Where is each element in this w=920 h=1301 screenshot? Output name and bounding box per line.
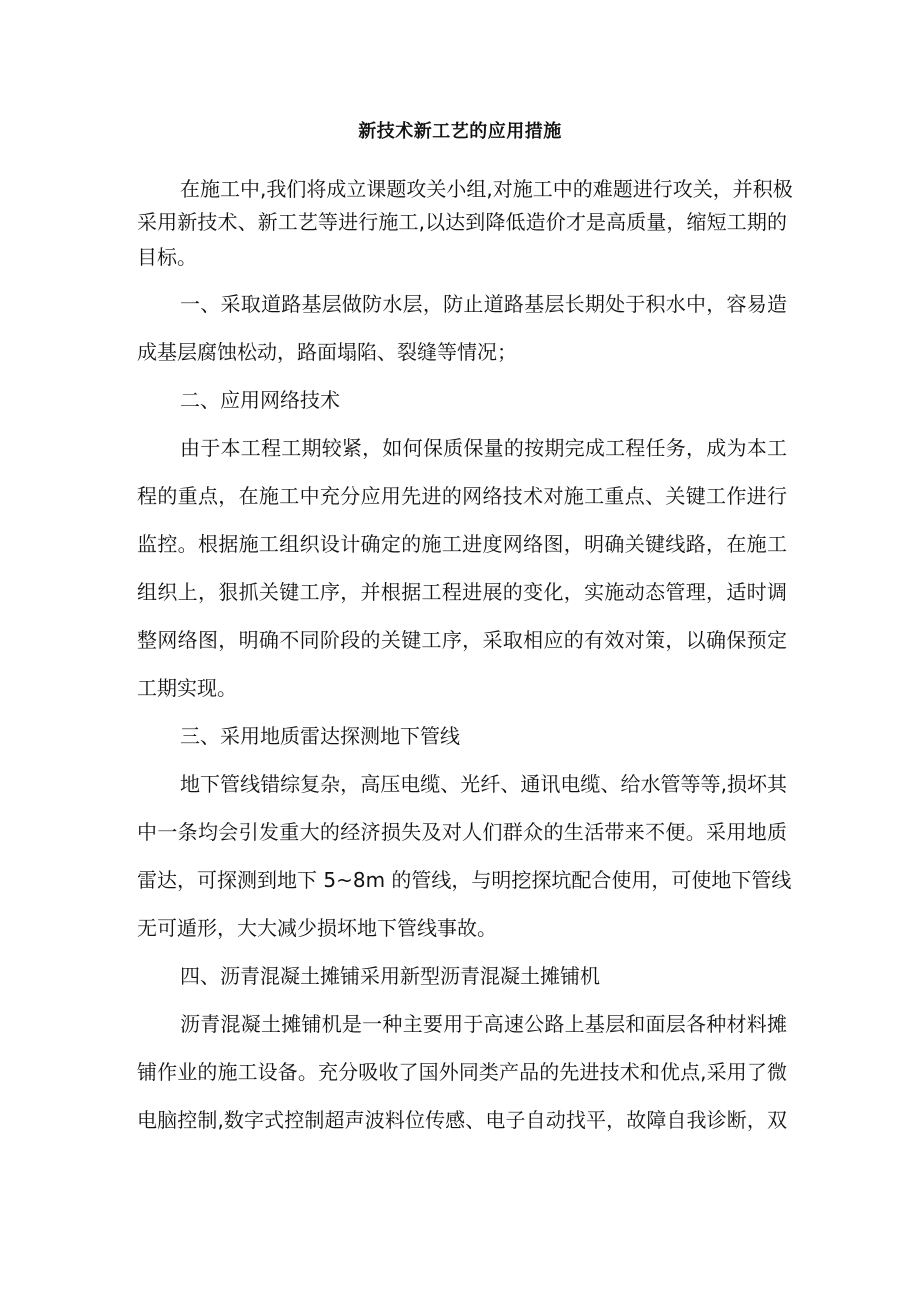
section3-line-3: 雷达，可探测到地下 5~8m 的管线，与明挖探坑配合使用，可使地下管线 bbox=[137, 868, 792, 892]
section1-line-2: 成基层腐蚀松动，路面塌陷、裂缝等情况； bbox=[137, 340, 517, 364]
intro-line-1: 在施工中,我们将成立课题攻关小组,对施工中的难题进行攻关，并积极 bbox=[180, 177, 793, 201]
section4-heading: 四、沥青混凝土摊铺采用新型沥青混凝土摊铺机 bbox=[180, 964, 600, 988]
intro-line-2: 采用新技术、新工艺等进行施工,以达到降低造价才是高质量，缩短工期的 bbox=[137, 210, 787, 234]
section2-line-4: 组织上，狠抓关键工序，并根据工程进展的变化，实施动态管理，适时调 bbox=[137, 580, 787, 604]
section3-line-1: 地下管线错综复杂，高压电缆、光纤、通讯电缆、给水管等等,损坏其 bbox=[180, 772, 787, 796]
intro-line-3: 目标。 bbox=[137, 245, 197, 269]
section3-line-2: 中一条均会引发重大的经济损失及对人们群众的生活带来不便。采用地质 bbox=[137, 820, 787, 844]
document-title: 新技术新工艺的应用措施 bbox=[358, 121, 562, 142]
section4-line-3: 电脑控制,数字式控制超声波料位传感、电子自动找平，故障自我诊断，双 bbox=[137, 1108, 787, 1132]
section3-heading: 三、采用地质雷达探测地下管线 bbox=[180, 724, 460, 748]
section4-line-1: 沥青混凝土摊铺机是一种主要用于高速公路上基层和面层各种材料摊 bbox=[180, 1012, 787, 1036]
section2-line-2: 程的重点，在施工中充分应用先进的网络技术对施工重点、关键工作进行 bbox=[137, 484, 787, 508]
section2-heading: 二、应用网络技术 bbox=[180, 388, 340, 412]
section3-line-4: 无可遁形，大大减少损坏地下管线事故。 bbox=[137, 916, 497, 940]
section2-line-5: 整网络图，明确不同阶段的关键工序，采取相应的有效对策，以确保预定 bbox=[137, 628, 787, 652]
section2-line-3: 监控。根据施工组织设计确定的施工进度网络图，明确关键线路，在施工 bbox=[137, 532, 787, 556]
section4-line-2: 铺作业的施工设备。充分吸收了国外同类产品的先进技术和优点,采用了微 bbox=[137, 1060, 787, 1084]
section2-line-6: 工期实现。 bbox=[137, 676, 237, 700]
section2-line-1: 由于本工程工期较紧，如何保质保量的按期完成工程任务，成为本工 bbox=[180, 436, 787, 460]
section1-line-1: 一、采取道路基层做防水层，防止道路基层长期处于积水中，容易造 bbox=[180, 292, 787, 316]
